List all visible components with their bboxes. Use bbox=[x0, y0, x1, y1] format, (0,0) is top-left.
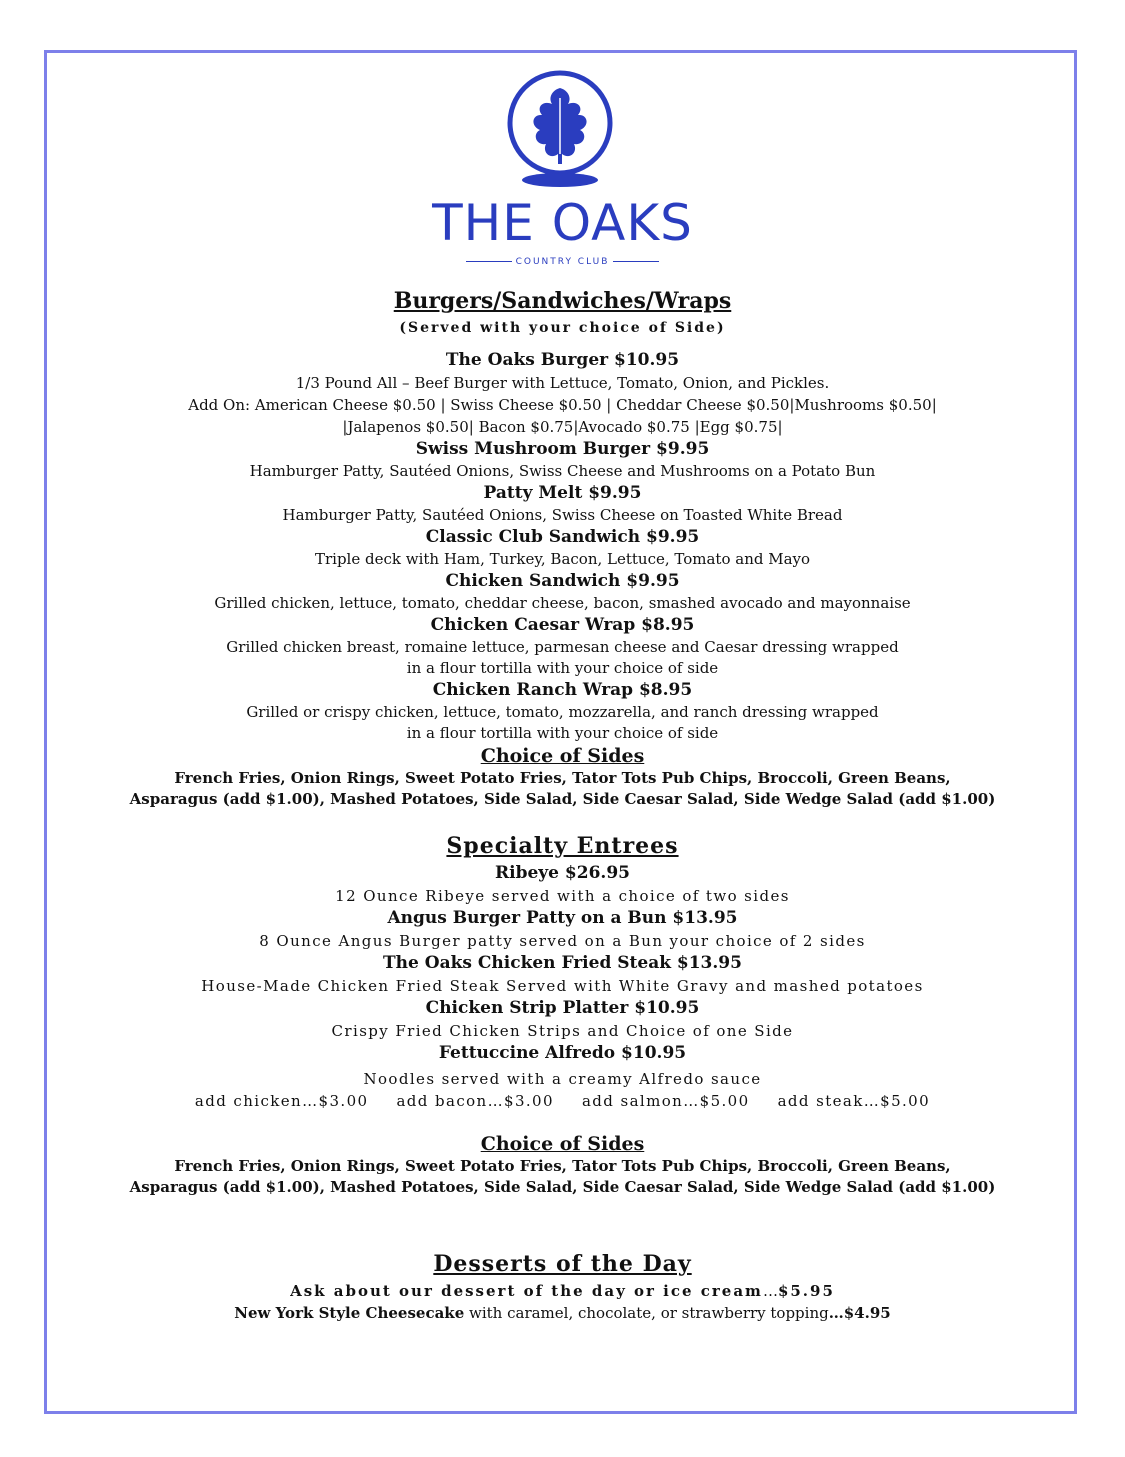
dessert-ask-text: Ask about our dessert of the day or ice cream bbox=[290, 1282, 763, 1300]
item-desc: Crispy Fried Chicken Strips and Choice of one Side bbox=[331, 1022, 794, 1040]
sides-text: French Fries, Onion Rings, Sweet Potato Fries, Tator Tots Pub Chips, Broccoli, Green Beans, bbox=[174, 1157, 951, 1175]
item-desc: Hamburger Patty, Sautéed Onions, Swiss Cheese on Toasted White Bread bbox=[282, 506, 843, 524]
addon: add bacon…$3.00 bbox=[396, 1092, 554, 1110]
menu-item bbox=[50, 570, 1075, 614]
item-name: Chicken Ranch Wrap $8.95 bbox=[432, 680, 693, 700]
addons-line bbox=[50, 1090, 1075, 1112]
addon: add steak…$5.00 bbox=[777, 1092, 931, 1110]
sides-text: Asparagus (add $1.00), Mashed Potatoes, Side Salad, Side Caesar Salad, Side Wedge Salad (add $1.00) bbox=[129, 790, 996, 808]
item-desc: Grilled chicken, lettuce, tomato, cheddar cheese, bacon, smashed avocado and mayonnaise bbox=[214, 594, 911, 612]
item-desc: Hamburger Patty, Sautéed Onions, Swiss Cheese and Mushrooms on a Potato Bun bbox=[249, 462, 876, 480]
item-name: The Oaks Chicken Fried Steak $13.95 bbox=[383, 953, 742, 973]
menu-item bbox=[50, 862, 1075, 907]
item-desc: House-Made Chicken Fried Steak Served with White Gravy and mashed potatoes bbox=[201, 977, 924, 995]
menu-item bbox=[50, 349, 1075, 438]
item-desc: Triple deck with Ham, Turkey, Bacon, Lettuce, Tomato and Mayo bbox=[314, 550, 811, 568]
sides-text: Asparagus (add $1.00), Mashed Potatoes, Side Salad, Side Caesar Salad, Side Wedge Salad (add $1.00) bbox=[129, 1178, 996, 1196]
item-desc: Noodles served with a creamy Alfredo sauce bbox=[363, 1070, 762, 1088]
cheesecake-line bbox=[50, 1302, 1075, 1324]
item-name: Chicken Sandwich $9.95 bbox=[445, 571, 680, 591]
item-name: Swiss Mushroom Burger $9.95 bbox=[415, 439, 710, 459]
menu-content bbox=[50, 285, 1075, 1324]
menu-item bbox=[50, 614, 1075, 679]
addon: add salmon…$5.00 bbox=[581, 1092, 750, 1110]
cheesecake-name: New York Style Cheesecake bbox=[234, 1304, 465, 1322]
item-desc: in a flour tortilla with your choice of side bbox=[406, 724, 719, 742]
section-title-entrees: Specialty Entrees bbox=[446, 833, 679, 859]
menu-item bbox=[50, 438, 1075, 482]
item-desc: |Jalapenos $0.50| Bacon $0.75|Avocado $0.75 |Egg $0.75| bbox=[342, 418, 783, 436]
item-name: Fettuccine Alfredo $10.95 bbox=[438, 1043, 687, 1063]
item-desc: in a flour tortilla with your choice of side bbox=[406, 659, 719, 677]
item-desc: Add On: American Cheese $0.50 | Swiss Cheese $0.50 | Cheddar Cheese $0.50|Mushrooms $0.50| bbox=[188, 396, 937, 414]
menu-item bbox=[50, 952, 1075, 997]
item-desc: Grilled chicken breast, romaine lettuce, parmesan cheese and Caesar dressing wrapped bbox=[226, 638, 899, 656]
sides-title: Choice of Sides bbox=[480, 745, 645, 767]
menu-item bbox=[50, 679, 1075, 744]
menu-item bbox=[50, 1042, 1075, 1090]
brand-name: THE OAKS bbox=[432, 194, 693, 252]
item-desc: 12 Ounce Ribeye served with a choice of two sides bbox=[335, 887, 790, 905]
cheesecake-desc: with caramel, chocolate, or strawberry topping bbox=[464, 1304, 829, 1322]
section-title-desserts: Desserts of the Day bbox=[433, 1251, 692, 1277]
item-desc: 8 Ounce Angus Burger patty served on a Bun your choice of 2 sides bbox=[259, 932, 866, 950]
dessert-ellipsis: … bbox=[762, 1282, 778, 1300]
menu-item bbox=[50, 482, 1075, 526]
cheesecake-price: …$4.95 bbox=[828, 1304, 891, 1322]
menu-item bbox=[50, 997, 1075, 1042]
dessert-line bbox=[50, 1280, 1075, 1302]
sides-title: Choice of Sides bbox=[480, 1133, 645, 1155]
section-note-burgers: (Served with your choice of Side) bbox=[399, 320, 726, 336]
item-desc: Grilled or crispy chicken, lettuce, tomato, mozzarella, and ranch dressing wrapped bbox=[246, 703, 879, 721]
item-name: Chicken Strip Platter $10.95 bbox=[425, 998, 700, 1018]
menu-item bbox=[50, 526, 1075, 570]
item-name: The Oaks Burger $10.95 bbox=[445, 350, 680, 370]
sides-text: French Fries, Onion Rings, Sweet Potato Fries, Tator Tots Pub Chips, Broccoli, Green Beans, bbox=[174, 769, 951, 787]
section-title-burgers: Burgers/Sandwiches/Wraps bbox=[393, 288, 732, 314]
dessert-price: $5.95 bbox=[777, 1282, 835, 1300]
brand-subtitle: COUNTRY CLUB bbox=[0, 257, 1125, 267]
item-desc: 1/3 Pound All – Beef Burger with Lettuce, Tomato, Onion, and Pickles. bbox=[295, 374, 830, 392]
item-name: Chicken Caesar Wrap $8.95 bbox=[430, 615, 695, 635]
item-name: Patty Melt $9.95 bbox=[483, 483, 642, 503]
addon: add chicken…$3.00 bbox=[194, 1092, 369, 1110]
menu-item bbox=[50, 907, 1075, 952]
item-name: Classic Club Sandwich $9.95 bbox=[425, 527, 700, 547]
item-name: Ribeye $26.95 bbox=[495, 863, 630, 883]
item-name: Angus Burger Patty on a Bun $13.95 bbox=[387, 908, 738, 928]
